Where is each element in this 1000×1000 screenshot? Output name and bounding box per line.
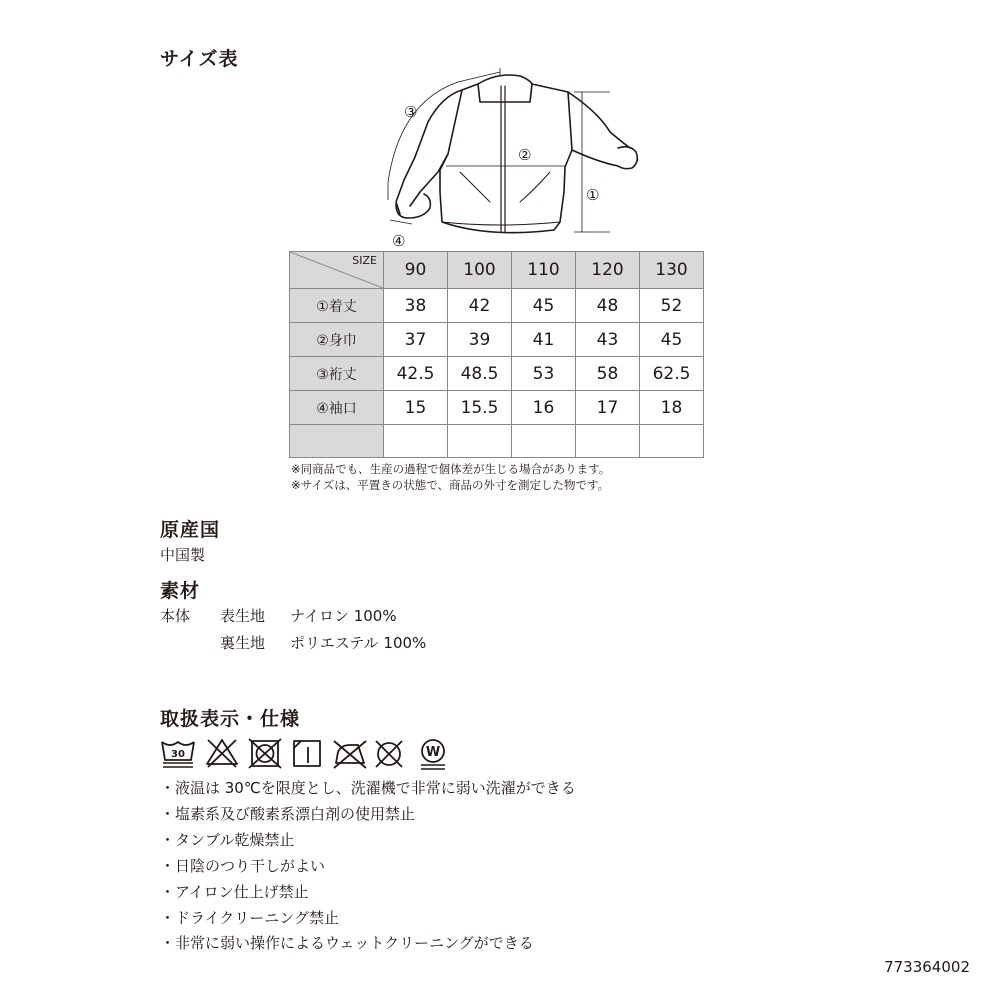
table-cell: 52 (640, 289, 704, 323)
size-header: 120 (576, 252, 640, 289)
jacket-measurement-diagram (360, 62, 660, 252)
cuff-line (390, 220, 412, 224)
size-header: 130 (640, 252, 704, 289)
jacket-left-cuff (396, 194, 430, 218)
table-cell: 43 (576, 323, 640, 357)
table-cell: 39 (448, 323, 512, 357)
row-label: ②身巾 (290, 323, 384, 357)
care-symbols (160, 736, 460, 770)
material-lining-value: ポリエステル 100% (290, 634, 427, 652)
origin-value: 中国製 (160, 546, 206, 564)
jacket-zipper (501, 86, 505, 232)
size-corner-label: SIZE (352, 254, 377, 267)
jacket-right-pocket (520, 172, 550, 202)
table-cell: 62.5 (640, 357, 704, 391)
table-cell: 16 (512, 391, 576, 425)
no-iron-icon (334, 741, 366, 768)
care-item: ・アイロン仕上げ禁止 (160, 883, 309, 901)
marker-4: ④ (392, 232, 406, 250)
table-cell: 15 (384, 391, 448, 425)
table-row (290, 357, 704, 391)
table-cell: 15.5 (448, 391, 512, 425)
origin-title: 原産国 (160, 519, 221, 541)
care-item: ・日陰のつり干しがよい (160, 857, 326, 875)
size-notes (291, 461, 610, 493)
size-table-corner (290, 252, 384, 289)
marker-1: ① (586, 186, 600, 204)
table-cell: 18 (640, 391, 704, 425)
table-cell-empty (384, 425, 448, 458)
row-label: ④袖口 (290, 391, 384, 425)
line-dry-shade-icon (294, 741, 320, 766)
care-title: 取扱表示・仕様 (160, 708, 301, 730)
size-note: ※サイズは、平置きの状態で、商品の外寸を測定した物です。 (291, 478, 610, 492)
jacket-body (440, 84, 572, 233)
table-row (290, 323, 704, 357)
table-cell: 38 (384, 289, 448, 323)
wet-clean-gentle-icon (421, 740, 445, 769)
care-item: ・液温は 30℃を限度とし、洗濯機で非常に弱い洗濯ができる (160, 779, 576, 797)
row-label-empty (290, 425, 384, 458)
wash-30-gentle-icon (162, 742, 194, 767)
size-header: 90 (384, 252, 448, 289)
jacket-right-cuff (618, 147, 637, 169)
table-cell: 37 (384, 323, 448, 357)
care-item: ・ドライクリーニング禁止 (160, 909, 339, 927)
size-table (289, 251, 704, 458)
table-cell: 45 (512, 289, 576, 323)
table-cell: 17 (576, 391, 640, 425)
no-bleach-icon (207, 740, 237, 767)
care-item: ・塩素系及び酸素系漂白剤の使用禁止 (160, 805, 416, 823)
care-item: ・タンブル乾燥禁止 (160, 831, 295, 849)
table-cell: 48.5 (448, 357, 512, 391)
table-cell-empty (640, 425, 704, 458)
table-cell: 42.5 (384, 357, 448, 391)
row-label: ③裄丈 (290, 357, 384, 391)
wet-clean-label: W (425, 745, 441, 760)
material-outer-value: ナイロン 100% (290, 607, 397, 625)
material-outer-label: 表生地 (220, 607, 266, 625)
table-cell-empty (448, 425, 512, 458)
material-title: 素材 (160, 580, 201, 602)
size-note: ※同商品でも、生産の過程で個体差が生じる場合があります。 (291, 462, 611, 476)
table-cell: 45 (640, 323, 704, 357)
table-cell: 41 (512, 323, 576, 357)
table-row-empty (290, 425, 704, 458)
size-header: 100 (448, 252, 512, 289)
table-cell: 42 (448, 289, 512, 323)
material-lining-label: 裏生地 (220, 634, 266, 652)
no-tumble-dry-icon (249, 739, 281, 768)
marker-2: ② (518, 146, 532, 164)
jacket-right-sleeve (568, 92, 630, 166)
table-cell: 53 (512, 357, 576, 391)
size-chart-title: サイズ表 (160, 48, 239, 70)
sleeve-length-line (388, 72, 500, 200)
size-table-header (290, 252, 704, 289)
table-cell: 58 (576, 357, 640, 391)
product-code: 773364002 (884, 958, 970, 976)
table-row (290, 289, 704, 323)
wash-temp-text: 30 (171, 749, 185, 760)
row-label: ①着丈 (290, 289, 384, 323)
table-cell-empty (512, 425, 576, 458)
marker-3: ③ (404, 103, 418, 121)
jacket-left-pocket (460, 172, 490, 202)
material-main-label: 本体 (160, 607, 191, 625)
table-row (290, 391, 704, 425)
table-cell: 48 (576, 289, 640, 323)
care-item: ・非常に弱い操作によるウェットクリーニングができる (160, 934, 534, 952)
table-cell-empty (576, 425, 640, 458)
size-header: 110 (512, 252, 576, 289)
no-dry-clean-icon (376, 741, 402, 767)
